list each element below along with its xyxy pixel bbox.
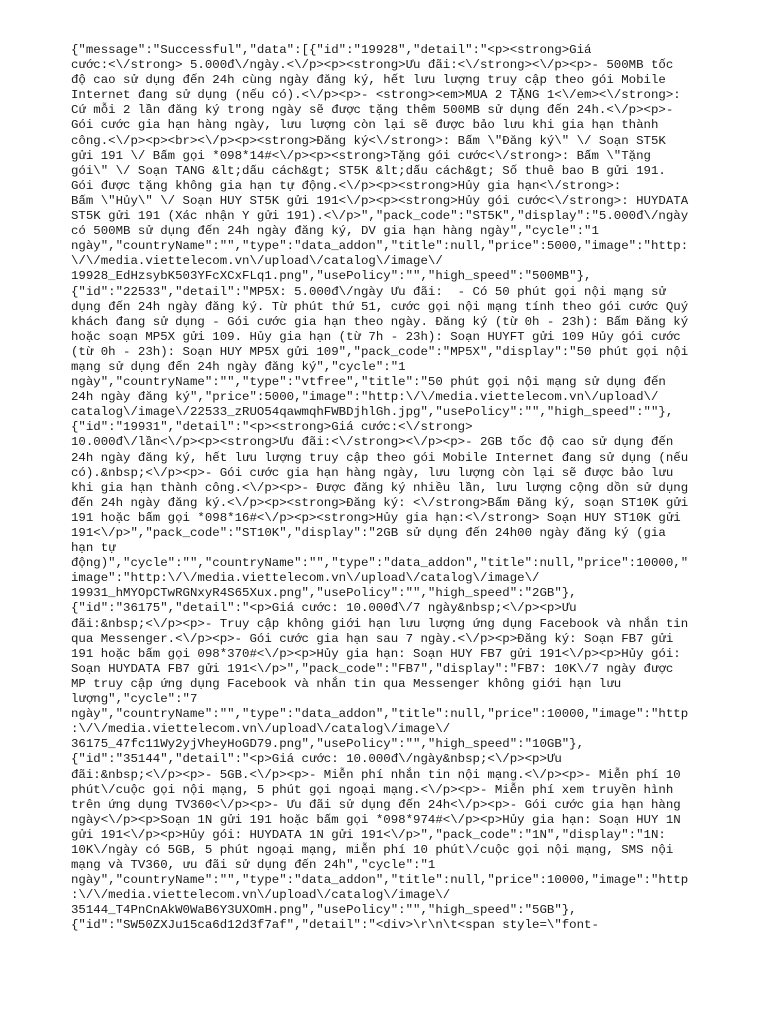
- text-line: trên ứng dụng TV360<\/p><p>- Ưu đãi sử dụng đến 24h<\/p><p>- Gói cước gia hạn hàng: [71, 797, 681, 812]
- text-line: đãi:&nbsp;<\/p><p>- Truy cập không giới hạn lưu lượng ứng dụng Facebook và nhắn tin: [71, 616, 689, 631]
- text-line: độ cao sử dụng đến 24h cùng ngày đăng ký, hết lưu lượng truy cập theo gói Mobile: [71, 73, 666, 88]
- json-text-document: [71, 43, 701, 934]
- text-line: Gói được tặng không gia hạn tự động.<\/p><p><strong>Hủy gia hạn<\/strong>:: [71, 178, 622, 193]
- text-line: khách đang sử dụng - Gói cước gia hạn theo ngày. Đăng ký (từ 0h - 23h): Bấm Đăng ký: [71, 314, 689, 329]
- text-line: phút\/cuộc gọi nội mạng, 5 phút gọi ngoại mạng.<\/p><p>- Miễn phí xem truyền hình: [71, 782, 674, 797]
- text-line: {"id":"36175","detail":"<p>Giá cước: 10.000đ\/7 ngày&nbsp;<\/p><p>Ưu: [71, 601, 577, 616]
- text-line: có).&nbsp;<\/p><p>- Gói cước gia hạn hàng ngày, lưu lượng còn lại sẽ được bảo lưu: [71, 465, 674, 480]
- text-line: có 500MB sử dụng đến 24h ngày đăng ký, DV gia hạn hàng ngày","cycle":"1: [71, 224, 599, 239]
- text-line: 191 hoặc bấm gọi 098*370#<\/p><p>Hủy gia hạn: Soạn HUY FB7 gửi 191<\/p><p>Hủy gói:: [71, 646, 681, 661]
- text-line: ngày","countryName":"","type":"data_addon","title":null,"price":10000,"image":"http: [71, 707, 689, 722]
- text-line: image":"http:\/\/media.viettelecom.vn\/upload\/catalog\/image\/: [71, 571, 540, 586]
- text-line: {"id":"22533","detail":"MP5X: 5.000đ\/ngày Ưu đãi: - Có 50 phút gọi nội mạng sử: [71, 284, 666, 299]
- text-line: ngày","countryName":"","type":"data_addon","title":null,"price":10000,"image":"http: [71, 873, 689, 888]
- text-line: {"id":"19931","detail":"<p><strong>Giá cước:<\/strong>: [71, 420, 473, 435]
- text-line: 24h ngày đăng ký, hết lưu lượng truy cập theo gói Mobile Internet đang sử dụng (nếu: [71, 450, 689, 465]
- text-line: 19928_EdHzsybK503YFcXCxFLq1.png","usePolicy":"","high_speed":"500MB"},: [71, 269, 592, 284]
- text-line: \/\/media.viettelecom.vn\/upload\/catalog\/image\/: [71, 254, 443, 269]
- text-line: khi gia hạn thành công.<\/p><p>- Được đăng ký nhiều lần, lưu lượng cộng dồn sử dụng: [71, 480, 689, 495]
- text-line: {"id":"SW50ZXJu15ca6d12d3f7af","detail":"<div>\r\n\t<span style=\"font-: [71, 918, 599, 933]
- text-line: Internet đang sử dụng (nếu có).<\/p><p>- <strong><em>MUA 2 TẶNG 1<\/em><\/strong>:: [71, 88, 681, 103]
- text-line: qua Messenger.<\/p><p>- Gói cước gia hạn sau 7 ngày.<\/p><p>Đăng ký: Soạn FB7 gửi: [71, 631, 674, 646]
- text-line: mạng sử dụng đến 24h ngày đăng ký","cycle":"1: [71, 359, 406, 374]
- text-line: Bấm \"Hủy\" \/ Soạn HUY ST5K gửi 191<\/p><p><strong>Hủy gói cước<\/strong>: HUYDATA: [71, 193, 689, 208]
- text-line: dụng đến 24h ngày đăng ký. Từ phút thứ 51, cước gọi nội mạng tính theo gói cước Quý: [71, 299, 689, 314]
- text-line: 19931_hMYOpCTwRGNxyR4S65Xux.png","usePolicy":"","high_speed":"2GB"},: [71, 586, 577, 601]
- text-line: hoặc soạn MP5X gửi 109. Hủy gia hạn (từ 7h - 23h): Soạn HUYFT gửi 109 Hủy gói cước: [71, 329, 681, 344]
- text-line: công.<\/p><p><br><\/p><p><strong>Đăng ký<\/strong>: Bấm \"Đăng ký\" \/ Soạn ST5K: [71, 133, 666, 148]
- text-line: Soạn HUYDATA FB7 gửi 191<\/p>","pack_code":"FB7","display":"FB7: 10K\/7 ngày được: [71, 661, 674, 676]
- text-line: (từ 0h - 23h): Soạn HUY MP5X gửi 109","pack_code":"MP5X","display":"50 phút gọi nội: [71, 344, 689, 359]
- text-line: động)","cycle":"","countryName":"","type":"data_addon","title":null,"price":10000,": [71, 556, 689, 571]
- text-line: mạng và TV360, ưu đãi sử dụng đến 24h","cycle":"1: [71, 858, 436, 873]
- text-line: :\/\/media.viettelecom.vn\/upload\/catalog\/image\/: [71, 888, 451, 903]
- text-line: {"id":"35144","detail":"<p>Giá cước: 10.000đ\/ngày&nbsp;<\/p><p>Ưu: [71, 752, 562, 767]
- text-line: ngày","countryName":"","type":"data_addon","title":null,"price":5000,"image":"http:: [71, 239, 689, 254]
- text-line: đến 24h ngày đăng ký.<\/p><p><strong>Đăng ký: <\/strong>Bấm Đăng ký, soạn ST10K gửi: [71, 495, 689, 510]
- text-line: MP truy cập ứng dụng Facebook và nhắn tin qua Messenger không giới hạn lưu: [71, 676, 622, 691]
- text-line: 191<\/p>","pack_code":"ST10K","display":"2GB sử dụng đến 24h00 ngày đăng ký (gia: [71, 526, 666, 540]
- text-line: 10K\/ngày có 5GB, 5 phút ngoại mạng, miễn phí 10 phút\/cuộc gọi nội mạng, SMS nội: [71, 842, 674, 857]
- text-line: đãi:&nbsp;<\/p><p>- 5GB.<\/p><p>- Miễn phí nhắn tin nội mạng.<\/p><p>- Miễn phí 10: [71, 767, 681, 782]
- text-line: cước:<\/strong> 5.000đ\/ngày.<\/p><p><strong>Ưu đãi:<\/strong><\/p><p>- 500MB tốc: [71, 58, 674, 73]
- text-line: Gói cước gia hạn hàng ngày, lưu lượng còn lại sẽ được bảo lưu khi gia hạn thành: [71, 118, 659, 133]
- text-line: lượng","cycle":"7: [71, 692, 198, 707]
- text-line: 191 hoặc bấm gọi *098*16#<\/p><p><strong>Hủy gia hạn:<\/strong> Soạn HUY ST10K gửi: [71, 510, 681, 525]
- text-line: hạn tự: [71, 541, 116, 556]
- text-line: gửi 191<\/p><p>Hủy gói: HUYDATA 1N gửi 191<\/p>","pack_code":"1N","display":"1N:: [71, 827, 666, 842]
- text-line: gói\" \/ Soạn TANG &lt;dấu cách&gt; ST5K &lt;dấu cách&gt; Số thuê bao B gửi 191.: [71, 163, 666, 178]
- text-line: ST5K gửi 191 (Xác nhận Y gửi 191).<\/p>","pack_code":"ST5K","display":"5.000đ\/ngày: [71, 209, 689, 224]
- text-line: gửi 191 \/ Bấm gọi *098*14#<\/p><p><strong>Tặng gói cước<\/strong>: Bấm \"Tặng: [71, 148, 651, 163]
- text-line: 35144_T4PnCnAkW0WaB6Y3UXOmH.png","usePolicy":"","high_speed":"5GB"},: [71, 903, 577, 918]
- text-line: 24h ngày đăng ký","price":5000,"image":"http:\/\/media.viettelecom.vn\/upload\/: [71, 390, 659, 405]
- text-line: ngày<\/p><p>Soạn 1N gửi 191 hoặc bấm gọi *098*974#<\/p><p>Hủy gia hạn: Soạn HUY 1N: [71, 812, 681, 827]
- text-line: {"message":"Successful","data":[{"id":"19928","detail":"<p><strong>Giá: [71, 43, 592, 57]
- text-line: :\/\/media.viettelecom.vn\/upload\/catalog\/image\/: [71, 722, 451, 737]
- text-line: 10.000đ\/lần<\/p><p><strong>Ưu đãi:<\/strong><\/p><p>- 2GB tốc độ cao sử dụng đến: [71, 435, 674, 450]
- text-line: Cứ mỗi 2 lần đăng ký trong ngày sẽ được tặng thêm 500MB sử dụng đến 24h.<\/p><p>-: [71, 103, 674, 118]
- text-line: catalog\/image\/22533_zRUO54qawmqhFWBDjhlGh.jpg","usePolicy":"","high_speed":""},: [71, 405, 674, 420]
- text-line: 36175_47fc11Wy2yjVheyHoGD79.png","usePolicy":"","high_speed":"10GB"},: [71, 737, 585, 752]
- text-line: ngày","countryName":"","type":"vtfree","title":"50 phút gọi nội mạng sử dụng đến: [71, 375, 666, 390]
